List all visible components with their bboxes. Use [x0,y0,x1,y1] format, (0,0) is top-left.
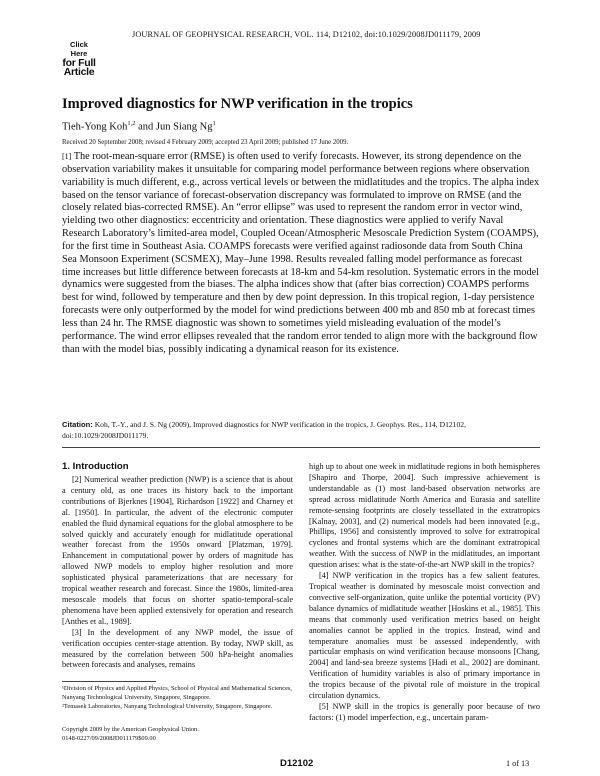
paragraph-marker: [5] [319,701,329,711]
abstract [62,151,540,357]
abstract-rule [62,447,540,448]
citation [62,419,540,441]
page-id: D12102 [280,758,314,769]
abstract-text: The root-mean-square error (RMSE) is often used to verify forecasts. However, its strong dependence on the observation variability makes it unsuitable for comparing model performance between regions where observation variability is much different, e.g., across vertical levels or between the midlatitudes and the tropics. The alpha index based on the tensor variance of forecast-observation discrepancy was formulated to improve on RMSE (and the closely related bias-corrected RMSE). An “error ellipse” was used to represent the random error in vector wind, yielding two other diagnostics: eccentricity and orientation. These diagnostics were applied to verify Naval Research Laboratory’s limited-area model, Coupled Ocean/Atmospheric Mesoscale Prediction System (COAMPS), for the first time in Southeast Asia. COAMPS forecasts were verified against radiosonde data from South China Sea Monsoon Experiment (SCSMEX), May–June 1998. Results revealed falling model performance as forecast time increases but little difference between forecasts at 18-km and 54-km resolution. Systematic errors in the model dynamics were suggested from the biases. The alpha indices show that (after bias correction) COAMPS performs best for wind, followed by temperature and then by dew point depression. In this tropical region, 1-day persistence forecasts were only outperformed by the model for wind predictions between 400 mb and 850 mb at forecast times less than 24 hr. The RMSE diagnostic was shown to sometimes yield misleading evaluation of the model’s performance. The wind error ellipses revealed that the random error tended to align more with the background flow than with the model bias, possibly indicating a dynamical reason for its existence. [62,151,540,355]
author-ng: Jun Siang Ng [155,121,213,133]
publication-dates: Received 20 September 2008; revised 4 February 2009; accepted 23 April 2009; published 17 June 2009. [62,139,349,146]
author-koh: Tieh-Yong Koh [62,121,128,133]
section-title: 1. Introduction [62,461,129,472]
footnote-rule [62,681,156,682]
paragraph-text: In the development of any NWP model, the issue of verification occupies center-stage attention. By today, NWP skill, as measured by the correlation between 500 hPa-height anomalies between forecasts and analyses, remains [62,627,293,670]
right-column [309,462,540,724]
paragraph-text: high up to about one week in midlatitude regions in both hemispheres [Shapiro and Thorpe, 2004]. Such impressive achievement is understandable as (1) most land-based observation networks are spread across midlatitude North America and Eurasia and satellite remote-sensing footprints are closely tessellated in the extratropics [Kalnay, 2003], and (2) numerical models had been innovated [e.g., Phillips, 1956] and consistently improved to solve for extratropical cyclones and frontal systems which are the dominant extratropical weather. With the success of NWP in the midlatitudes, an important question arises: what is the state-of-the-art NWP skill in the tropics? [309,462,540,570]
badge-click-here: Click Here [70,40,88,58]
paragraph-4 [309,571,540,702]
copyright: Copyright 2009 by the American Geophysical Union. [62,726,199,733]
paragraph-3 [62,628,293,672]
author-koh-affil: 1,2 [127,120,136,127]
full-article-badge[interactable] [62,40,96,80]
paragraph-text: NWP verification in the tropics has a few salient features. Tropical weather is dominated by mesoscale moist convection and convective self-organization, quite unlike the potential vorticity (PV) balance dynamics of midlatitude weather [Hoskins et al., 1985]. This means that commonly used verification metrics based on height anomalies cannot be applied in the tropics. Instead, wind and temperature anomalies must be assessed independently, with particular emphasis on wind verification because monsoons [Chang, 2004] and land-sea breeze systems [Hadi et al., 2002] are dominant. Verification of humidity variables is also of primary importance in the tropics because of the pivotal role of moisture in the tropical circulation dynamics. [309,571,541,701]
article-title: Improved diagnostics for NWP verification in the tropics [62,96,413,112]
issn: 0148-0227/09/2008JD011179$09.00 [62,735,156,742]
citation-text: Koh, T.-Y., and J. S. Ng (2009), Improved diagnostics for NWP verification in the tropics, J. Geophys. Res., 114, D12102, doi:10.1029/2008JD011179. [62,420,466,440]
page-number: 1 of 13 [506,759,530,768]
left-column [62,475,293,671]
paragraph-marker: [3] [72,627,82,637]
footnote-2: ²Temasek Laboratories, Nanyang Technological University, Singapore, Singapore. [62,703,273,710]
paragraph-marker: [2] [72,475,82,484]
badge-full-article: for Full Article [62,57,96,78]
abstract-marker: [1] [62,152,72,161]
author-join: and [135,121,156,133]
paragraph-marker: [4] [319,571,329,581]
journal-header: JOURNAL OF GEOPHYSICAL RESEARCH, VOL. 114, D12102, doi:10.1029/2008JD011179, 2009 [132,30,481,39]
paragraph-5 [309,702,540,724]
author-line [62,120,216,133]
author-ng-affil: 1 [212,120,216,127]
footnote-1: ¹Division of Physics and Applied Physics, School of Physical and Mathematical Sciences, Nanyang Technological University, Singapore, Singapore. [62,685,292,701]
paragraph-2 [62,475,293,628]
paragraph-text: Numerical weather prediction (NWP) is a science that is about a century old, as one traces its history back to the important contributions of Bjerknes [1904], Richardson [1922] and Charney et al. [1950]. In particular, the advent of the electronic computer enabled the fluid dynamical equations for the global atmosphere to be solved quickly and accurately enough for midlatitude operational weather forecast from the 1950s onward [Platzman, 1979]. Enhancement in computational power by orders of magnitude has allowed NWP models to employ higher resolution and more sophisticated physical parameterizations that are necessary for tropical weather research and forecast. Since the 1980s, limited-area mesoscale models that focus on shorter spatio-temporal-scale phenomena have been applied extensively for operation and research [Anthes et al., 1989]. [62,475,294,626]
paragraph-text: NWP skill in the tropics is generally poor because of two factors: (1) model imperfection, e.g., uncertain param- [309,701,540,722]
citation-label: Citation: [62,420,93,429]
paragraph-3-cont [309,462,540,571]
